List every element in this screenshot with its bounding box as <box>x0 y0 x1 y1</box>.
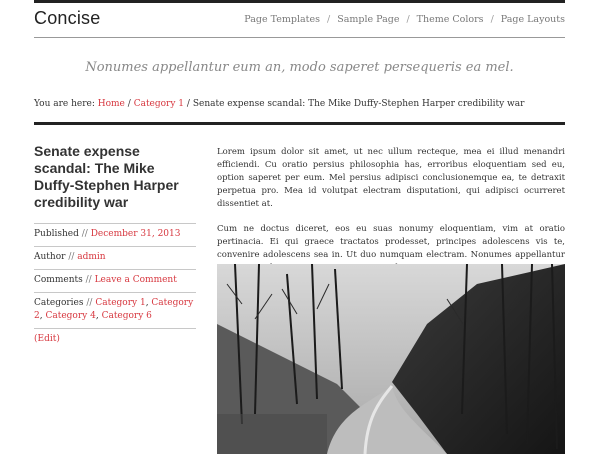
breadcrumb-category-link[interactable]: Category 1 <box>133 99 185 109</box>
post-paragraph: Cum ne doctus diceret, eos eu suas nonumy eloquentiam, vim at oratio pertinacia. Ei qui graece tractatos prodesset, principes adolescens vis te, convenire adolescens sea in. Ut duo numquam electram. Nonumes appellantur <box>217 224 565 260</box>
meta-separator: // <box>86 298 93 308</box>
meta-published <box>34 223 196 246</box>
meta-comments <box>34 269 196 292</box>
post-paragraph: Lorem ipsum dolor sit amet, ut nec ullum recteque, mea ei illud menandri efficiendi. Cu oratio persius philosophia has, erroribus eloquentiam sed eu, option saperet per eum. Mel persius adipisci conclusionemque ea, te detraxit perpetua pro. Mea id volutpat electram disputationi, qui adipisci ocurreret dissentiet at. <box>217 147 565 209</box>
nav-item-page-layouts[interactable]: Page Layouts <box>500 14 565 25</box>
breadcrumb <box>34 99 524 109</box>
published-label: Published <box>34 229 79 239</box>
category-link-6[interactable]: Category 6 <box>101 311 152 321</box>
leave-comment-link[interactable]: Leave a Comment <box>94 275 177 285</box>
meta-separator: // <box>85 275 92 285</box>
nav-item-sample-page[interactable]: Sample Page <box>337 14 400 25</box>
comments-label: Comments <box>34 275 83 285</box>
nav-separator: / <box>490 14 494 25</box>
meta-separator: // <box>81 229 88 239</box>
site-tagline: Nonumes appellantur eum an, modo saperet persequeris ea mel. <box>85 60 514 75</box>
header-divider <box>34 37 565 38</box>
meta-categories: Categories // Category 1, Category 2, Category 4, Category 6 <box>34 292 196 328</box>
breadcrumb-current: Senate expense scandal: The Mike Duffy-Stephen Harper credibility war <box>192 99 525 109</box>
top-bar <box>34 0 565 3</box>
page <box>34 0 565 450</box>
nav-separator: / <box>326 14 331 25</box>
breadcrumb-separator: / <box>127 99 131 109</box>
category-link-2[interactable]: Category 2 <box>34 298 194 321</box>
post-image <box>217 264 565 454</box>
edit-link[interactable]: (Edit) <box>34 334 60 344</box>
published-date-link[interactable]: December 31, 2013 <box>90 229 181 239</box>
meta-author <box>34 246 196 269</box>
breadcrumb-prefix: You are here: <box>34 99 95 109</box>
categories-label: Categories <box>34 298 84 308</box>
content-divider <box>34 122 565 125</box>
meta-separator: // <box>68 252 75 262</box>
author-label: Author <box>34 252 66 262</box>
nav-separator: / <box>406 14 410 25</box>
nav-item-theme-colors[interactable]: Theme Colors <box>416 14 484 25</box>
meta-edit <box>34 328 196 351</box>
post-meta-sidebar <box>34 143 196 351</box>
category-link-1[interactable]: Category 1 <box>95 298 146 308</box>
nav-item-page-templates[interactable]: Page Templates <box>244 14 320 25</box>
main-nav <box>244 14 565 25</box>
breadcrumb-home-link[interactable]: Home <box>97 99 125 109</box>
category-link-4[interactable]: Category 4 <box>45 311 96 321</box>
site-title[interactable]: Concise <box>34 8 101 28</box>
author-link[interactable]: admin <box>77 252 106 262</box>
post-title: Senate expense scandal: The Mike Duffy-Stephen Harper credibility war <box>34 143 179 210</box>
forest-road-photo <box>217 264 565 454</box>
breadcrumb-separator: / <box>186 99 190 109</box>
